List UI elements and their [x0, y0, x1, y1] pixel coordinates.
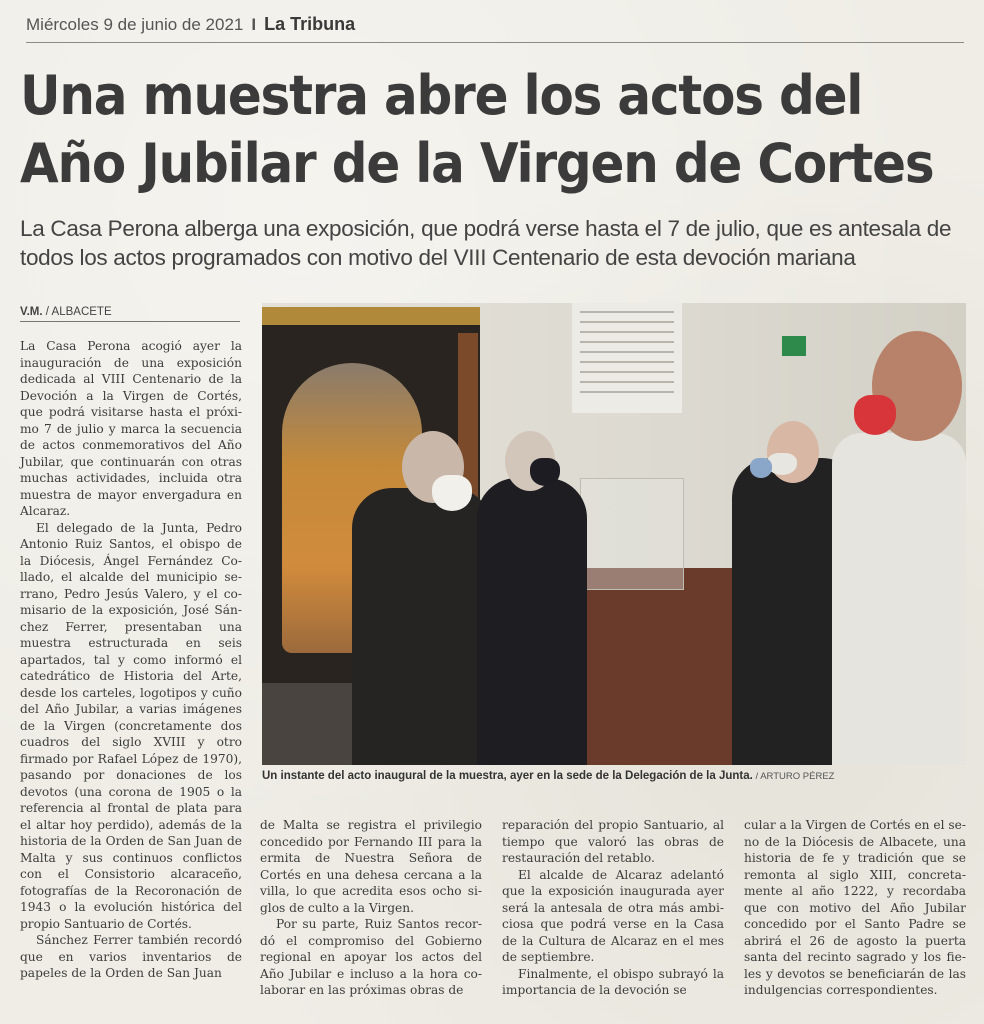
headline-line-1: Una muestra abre los actos del	[20, 64, 863, 127]
paragraph: Por su parte, Ruiz Santos recordó el compromiso del Gobierno regional en apoyar los actos del Año Jubilar e incluso a la hora colaborar en las próximas obras de	[260, 917, 482, 997]
display-pedestal	[580, 568, 750, 765]
paragraph: reparación del propio Santuario, al tiempo que valoró las obras de restauración del retablo.	[502, 818, 724, 865]
person-4-mask	[750, 458, 772, 478]
subheadline: La Casa Perona alberga una exposición, que podrá verse hasta el 7 de julio, que es antesala de todos los actos programados con motivo del VIII Centenario de esta devoción mariana	[20, 216, 952, 270]
article-column-1	[20, 338, 242, 982]
person-1	[352, 488, 492, 765]
byline	[20, 306, 240, 322]
photo-credit: / ARTURO PÉREZ	[752, 771, 835, 782]
person-1-mask	[432, 475, 472, 511]
paragraph: El alcalde de Alcaraz adelantó que la exposición inaugurada ayer será la antesala de otra más ambiciosa que podrá verse en la Casa de la Cultura de Alcaraz en el mes de septiembre.	[502, 867, 724, 964]
display-case-glass	[580, 478, 684, 590]
article-column-4	[744, 817, 966, 999]
exit-sign-icon	[782, 336, 806, 356]
page-header	[26, 14, 964, 43]
paragraph: Sánchez Ferrer también recordó que en varios inventarios de papeles de la Orden de San Juan	[20, 933, 242, 980]
person-5-mask	[854, 395, 896, 435]
paragraph: El delegado de la Junta, Pedro Antonio Ruiz Santos, el obispo de la Diócesis, Ángel Fernández Collado, el alcalde del municipio serrano, Pedro Jesús Valero, y el comisario de la exposición, José Sánchez Ferrer, presentaban una muestra estructurada en seis apartados, tal y como informó el catedrático de Historia del Arte, desde los carteles, logotipos y cuño del Año Jubilar, a varias imágenes de la Virgen (concretamente dos cuadros del siglo XVIII y otro firmado por Rafael López de 1970), pasando por donaciones de los devotos (una corona de 1905 o la referencia al frontal de plata para el altar hoy perdido), además de la historia de la Orden de San Juan de Malta y sus continuos conflictos con el Consistorio alcaraceño, fotografías de la Recoronación de 1943 o la evolución histórica del propio Santuario de Cortés.	[20, 520, 242, 931]
person-5	[832, 433, 966, 765]
paragraph: de Malta se registra el privilegio concedido por Fernando III para la ermita de Nuestra Señora de Cortés en una dehesa cercana a la villa, lo que acredita esos ocho siglos de culto a la Virgen.	[260, 818, 482, 915]
paragraph: Finalmente, el obispo subrayó la importancia de la devoción se	[502, 966, 724, 997]
headline	[20, 62, 980, 198]
header-separator: I	[251, 15, 257, 34]
article-column-3	[502, 817, 724, 999]
article-column-2	[260, 817, 482, 999]
info-panel	[572, 303, 682, 413]
byline-author: V.M.	[20, 306, 43, 318]
person-2-mask	[530, 458, 560, 486]
byline-location: / ALBACETE	[42, 306, 112, 318]
publication-name: La Tribuna	[264, 14, 356, 34]
paragraph: La Casa Perona acogió ayer la inauguración de una exposición dedicada al VIII Centenario de la Devoción a la Virgen de Cortés, que podrá visitarse hasta el próximo 7 de julio y marca la secuencia de actos conmemorativos del Año Jubilar, que continuarán con otras muchas actividades, incluida otra muestra de mayor envergadura en Alcaraz.	[20, 339, 242, 518]
issue-date: Miércoles 9 de junio de 2021	[26, 15, 244, 34]
headline-line-2: Año Jubilar de la Virgen de Cortes	[20, 132, 934, 195]
person-2	[477, 478, 587, 765]
paragraph: cular a la Virgen de Cortés en el seno de la Diócesis de Albacete, una historia de fe y tradición que se remonta al siglo XIII, concretamente al año 1222, y recordaba que con motivo del Año Jubilar concedido por el Santo Padre se abrirá el 26 de agosto la puerta santa del recinto sagrado y los fieles y devotos se beneficiarán de las indulgencias correspondientes.	[744, 818, 966, 997]
caption-text: Un instante del acto inaugural de la muestra, ayer en la sede de la Delegación de la Junta.	[262, 770, 753, 782]
article-photo	[262, 303, 966, 765]
photo-caption	[262, 770, 966, 782]
